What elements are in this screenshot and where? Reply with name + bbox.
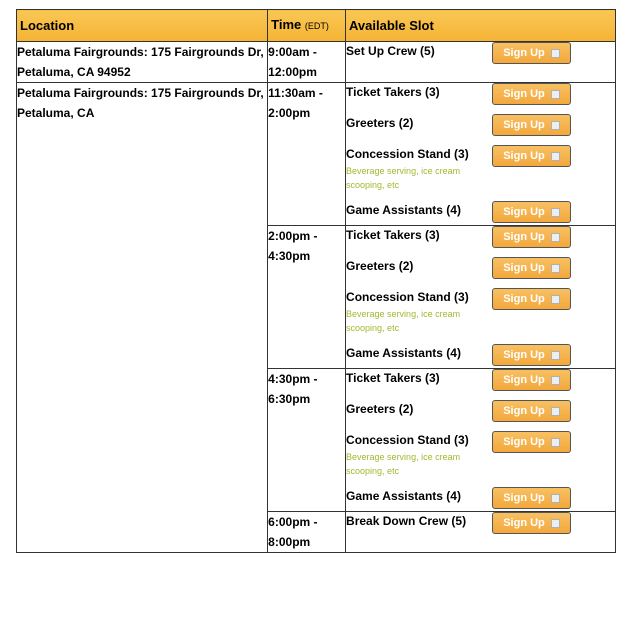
slots-cell xyxy=(346,369,616,512)
time-cell: 11:30am - 2:00pm xyxy=(268,83,346,226)
sign-up-button[interactable] xyxy=(492,344,571,366)
checkbox-square-icon xyxy=(551,121,560,130)
location-cell: Petaluma Fairgrounds: 175 Fairgrounds Dr, Petaluma, CA xyxy=(17,83,268,553)
header-time-label: Time xyxy=(271,17,302,32)
header-location: Location xyxy=(17,10,268,42)
checkbox-square-icon xyxy=(551,494,560,503)
sign-up-label: Sign Up xyxy=(503,436,545,448)
sign-up-label: Sign Up xyxy=(503,349,545,361)
header-slot: Available Slot xyxy=(346,10,616,42)
sign-up-button[interactable] xyxy=(492,257,571,279)
slot-name: Game Assistants (4) xyxy=(346,489,461,503)
checkbox-square-icon xyxy=(551,438,560,447)
signup-table xyxy=(16,9,616,553)
checkbox-square-icon xyxy=(551,90,560,99)
slot-item xyxy=(346,369,615,391)
slot-name: Game Assistants (4) xyxy=(346,346,461,360)
checkbox-square-icon xyxy=(551,264,560,273)
time-cell: 6:00pm - 8:00pm xyxy=(268,512,346,553)
slot-info xyxy=(346,512,480,530)
slot-note: Beverage serving, ice cream scooping, etc xyxy=(346,452,461,476)
checkbox-square-icon xyxy=(551,407,560,416)
slot-name: Greeters (2) xyxy=(346,402,414,416)
slot-info xyxy=(346,288,480,335)
slot-item xyxy=(346,512,615,534)
sign-up-label: Sign Up xyxy=(503,88,545,100)
table-row xyxy=(17,42,616,83)
slots-cell xyxy=(346,226,616,369)
slot-item xyxy=(346,42,615,64)
slot-name: Ticket Takers (3) xyxy=(346,228,440,242)
sign-up-button[interactable] xyxy=(492,83,571,105)
slot-info xyxy=(346,369,480,387)
sign-up-button[interactable] xyxy=(492,400,571,422)
slot-item xyxy=(346,288,615,335)
slot-info xyxy=(346,257,480,275)
slot-info xyxy=(346,83,480,101)
slot-item xyxy=(346,344,615,366)
sign-up-label: Sign Up xyxy=(503,374,545,386)
sign-up-button[interactable] xyxy=(492,288,571,310)
slots-cell xyxy=(346,42,616,83)
location-cell: Petaluma Fairgrounds: 175 Fairgrounds Dr, Petaluma, CA 94952 xyxy=(17,42,268,83)
slot-note: Beverage serving, ice cream scooping, etc xyxy=(346,166,461,190)
slot-info xyxy=(346,114,480,132)
slot-info xyxy=(346,145,480,192)
sign-up-label: Sign Up xyxy=(503,262,545,274)
slot-info xyxy=(346,431,480,478)
slot-name: Ticket Takers (3) xyxy=(346,85,440,99)
slot-name: Set Up Crew (5) xyxy=(346,44,435,58)
slot-name: Concession Stand (3) xyxy=(346,290,469,304)
time-cell: 2:00pm - 4:30pm xyxy=(268,226,346,369)
slot-note: Beverage serving, ice cream scooping, etc xyxy=(346,309,461,333)
slot-info xyxy=(346,226,480,244)
sign-up-button[interactable] xyxy=(492,145,571,167)
slot-item xyxy=(346,431,615,478)
sign-up-label: Sign Up xyxy=(503,206,545,218)
slot-name: Game Assistants (4) xyxy=(346,203,461,217)
slot-name: Ticket Takers (3) xyxy=(346,371,440,385)
sign-up-button[interactable] xyxy=(492,512,571,534)
slot-info xyxy=(346,201,480,219)
slot-item xyxy=(346,201,615,223)
slot-item xyxy=(346,487,615,509)
sign-up-label: Sign Up xyxy=(503,293,545,305)
time-cell: 4:30pm - 6:30pm xyxy=(268,369,346,512)
time-cell: 9:00am - 12:00pm xyxy=(268,42,346,83)
sign-up-button[interactable] xyxy=(492,487,571,509)
slot-item xyxy=(346,257,615,279)
sign-up-button[interactable] xyxy=(492,369,571,391)
checkbox-square-icon xyxy=(551,49,560,58)
sign-up-button[interactable] xyxy=(492,114,571,136)
checkbox-square-icon xyxy=(551,376,560,385)
slot-name: Concession Stand (3) xyxy=(346,433,469,447)
sign-up-label: Sign Up xyxy=(503,119,545,131)
slot-info xyxy=(346,42,480,60)
slot-info xyxy=(346,344,480,362)
slot-item xyxy=(346,83,615,105)
checkbox-square-icon xyxy=(551,295,560,304)
sign-up-label: Sign Up xyxy=(503,517,545,529)
header-time xyxy=(268,10,346,42)
table-body xyxy=(17,42,616,553)
slot-item xyxy=(346,226,615,248)
sign-up-label: Sign Up xyxy=(503,231,545,243)
checkbox-square-icon xyxy=(551,233,560,242)
slot-name: Concession Stand (3) xyxy=(346,147,469,161)
slot-info xyxy=(346,400,480,418)
table-header xyxy=(17,10,616,42)
sign-up-label: Sign Up xyxy=(503,492,545,504)
slot-name: Greeters (2) xyxy=(346,259,414,273)
sign-up-label: Sign Up xyxy=(503,150,545,162)
slot-item xyxy=(346,145,615,192)
sign-up-label: Sign Up xyxy=(503,405,545,417)
slot-item xyxy=(346,114,615,136)
checkbox-square-icon xyxy=(551,208,560,217)
table-row xyxy=(17,83,616,226)
sign-up-button[interactable] xyxy=(492,226,571,248)
slots-cell xyxy=(346,83,616,226)
checkbox-square-icon xyxy=(551,152,560,161)
slot-name: Break Down Crew (5) xyxy=(346,514,467,528)
sign-up-button[interactable] xyxy=(492,42,571,64)
checkbox-square-icon xyxy=(551,351,560,360)
sign-up-button[interactable] xyxy=(492,431,571,453)
slot-item xyxy=(346,400,615,422)
slots-cell xyxy=(346,512,616,553)
sign-up-label: Sign Up xyxy=(503,47,545,59)
sign-up-button[interactable] xyxy=(492,201,571,223)
slot-info xyxy=(346,487,480,505)
header-time-zone: (EDT) xyxy=(304,21,329,31)
checkbox-square-icon xyxy=(551,519,560,528)
slot-name: Greeters (2) xyxy=(346,116,414,130)
